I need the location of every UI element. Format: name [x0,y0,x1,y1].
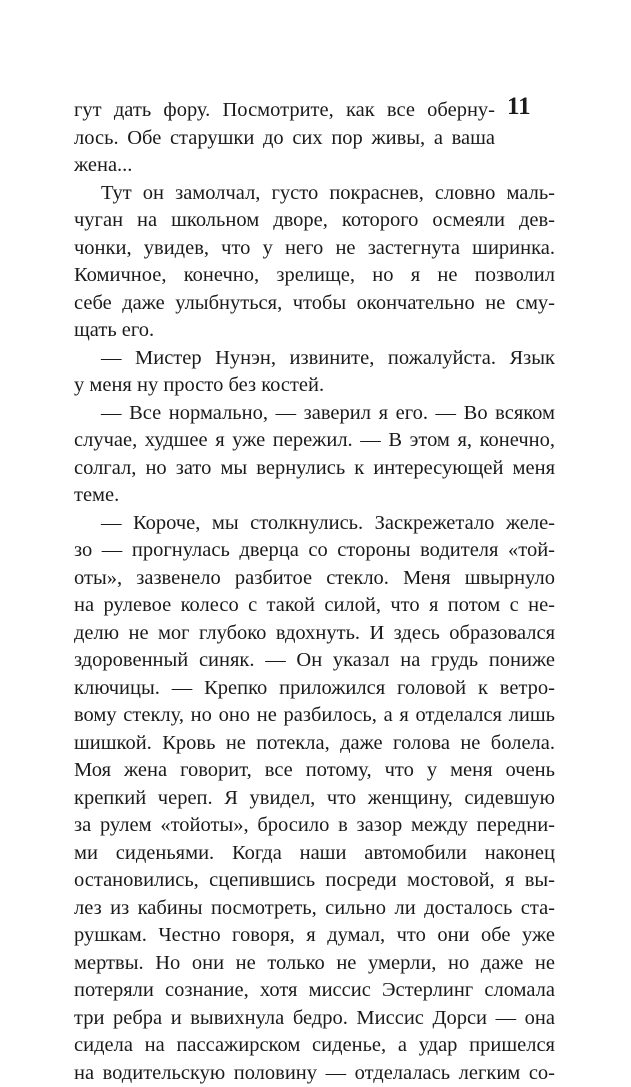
text-line: за рулем «тойоты», бросило в зазор между передни- [74,812,555,840]
body-text [74,97,555,1087]
text-line: на рулевое колесо с такой силой, что я потом с не- [74,592,555,620]
text-line: на водительскую половину — отделалась легким со- [74,1060,555,1087]
text-line: себе даже улыбнуться, чтобы окончательно не сму- [74,290,555,318]
text-line: случае, худшее я уже пережил. — В этом я, конечно, [74,427,555,455]
text-line: сидела на пассажирском сиденье, а удар пришелся [74,1032,555,1060]
text-line: — Короче, мы столкнулись. Заскрежетало желе- [74,510,555,538]
text-line: оты», зазвенело разбитое стекло. Меня швырнуло [74,565,555,593]
text-line: вому стеклу, но оно не разбилось, а я отделался лишь [74,702,555,730]
text-line: зо — прогнулась дверца со стороны водителя «той- [74,537,555,565]
text-line: три ребра и вывихнула бедро. Миссис Дорси — она [74,1005,555,1033]
text-line: рушкам. Честно говоря, я думал, что они обе уже [74,922,555,950]
text-line: крепкий череп. Я увидел, что женщину, сидевшую [74,785,555,813]
text-line: чонки, увидев, что у него не застегнута ширинка. [74,235,555,263]
text-line: ми сиденьями. Когда наши автомобили наконец [74,840,555,868]
text-line: мертвы. Но они не только не умерли, но даже не [74,950,555,978]
text-line: щать его. [74,317,555,345]
text-line: шишкой. Кровь не потекла, даже голова не болела. [74,730,555,758]
text-line: — Все нормально, — заверил я его. — Во всяком [74,400,555,428]
text-line: солгал, но зато мы вернулись к интересующей меня [74,455,555,483]
text-line: делю не мог глубоко вдохнуть. И здесь образовался [74,620,555,648]
text-line: лез из кабины посмотреть, сильно ли досталось ста- [74,895,555,923]
text-line: Комичное, конечно, зрелище, но я не позволил [74,262,555,290]
text-line: у меня ну просто без костей. [74,372,555,400]
text-line: ключицы. — Крепко приложился головой к ветро- [74,675,555,703]
text-line: Моя жена говорит, все потому, что у меня очень [74,757,555,785]
text-line: жена... [74,152,555,180]
text-line: остановились, сцепившись посреди мостовой, я вы- [74,867,555,895]
text-line: потеряли сознание, хотя миссис Эстерлинг сломала [74,977,555,1005]
text-line: теме. [74,482,555,510]
page-number: 11 [507,93,531,121]
text-line: лось. Обе старушки до сих пор живы, а ваша [74,125,495,153]
text-line: здоровенный синяк. — Он указал на грудь пониже [74,647,555,675]
text-line: чуган на школьном дворе, которого осмеяли дев- [74,207,555,235]
text-line: гут дать фору. Посмотрите, как все оберну- [74,97,495,125]
text-line: — Мистер Нунэн, извините, пожалуйста. Язык [74,345,555,373]
text-line: Тут он замолчал, густо покраснев, словно маль- [74,180,555,208]
